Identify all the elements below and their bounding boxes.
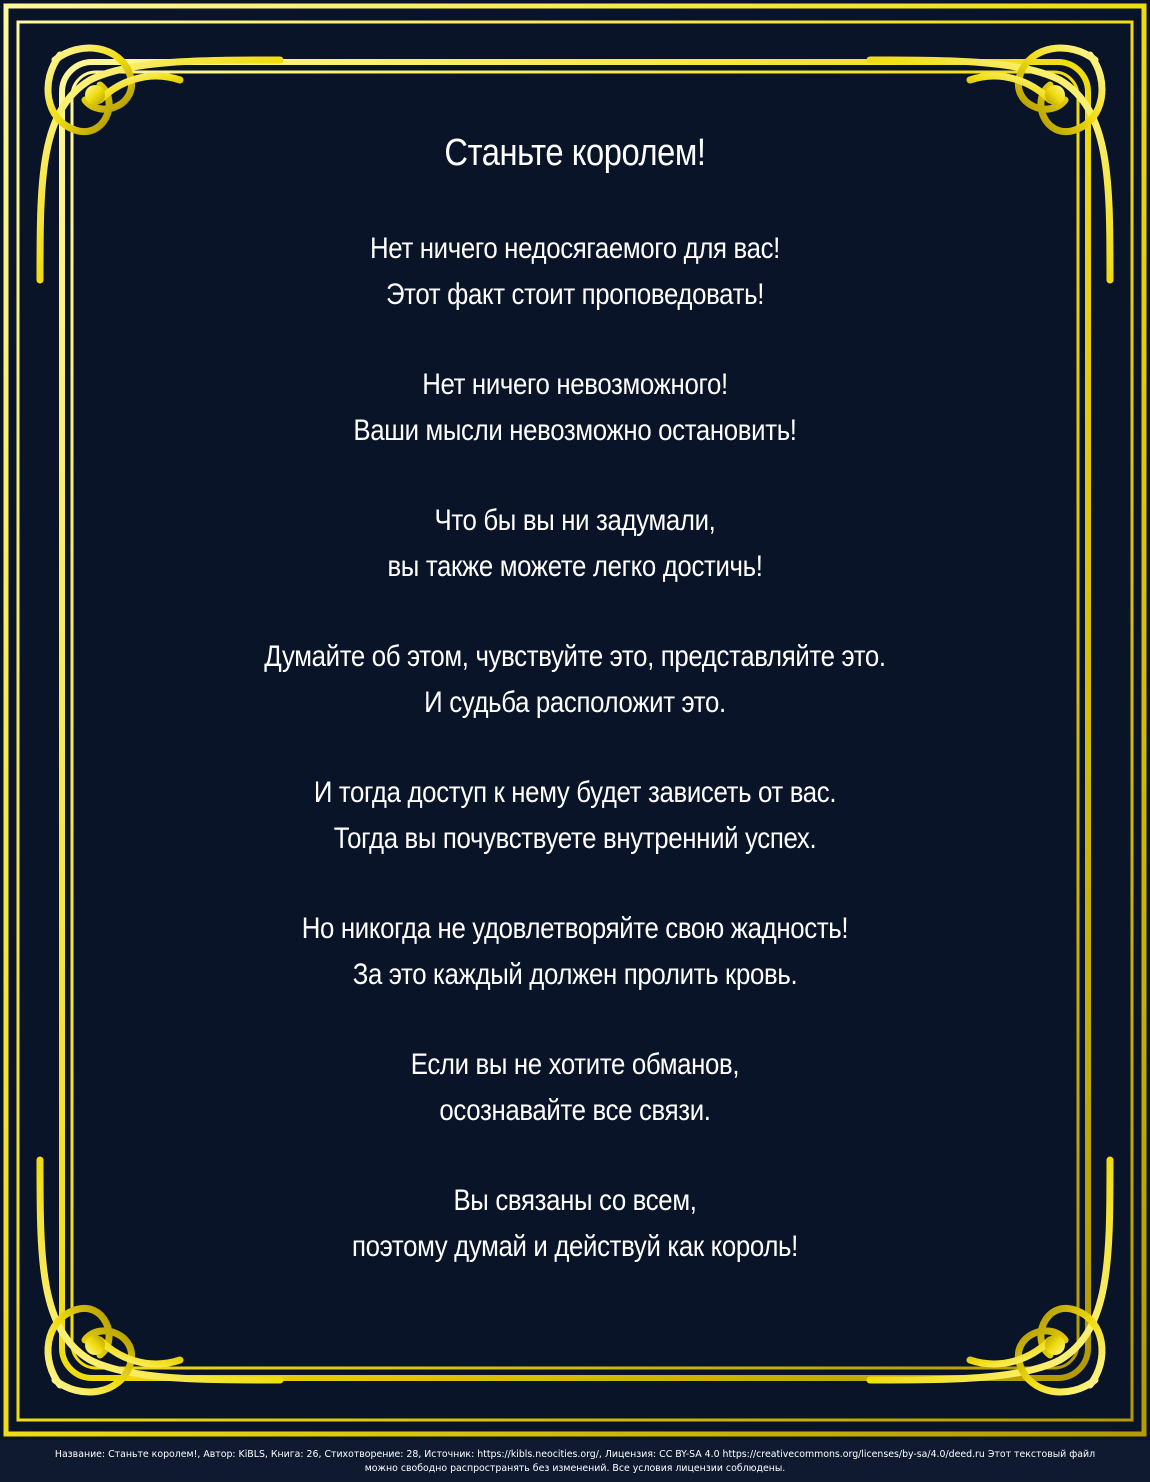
- stanza: [0, 634, 1150, 726]
- poem-line: И судьба расположит это.: [424, 686, 726, 719]
- stanza: [0, 906, 1150, 998]
- poem-line: Если вы не хотите обманов,: [410, 1048, 740, 1081]
- stanza: [0, 498, 1150, 590]
- stanza: [0, 226, 1150, 318]
- footer-line: Название: Станьте королем!, Автор: KiBLS, Книга: 26, Стихотворение: 28, Источник: https://kibls.neocities.org/, Лицензия: CC BY-SA 4.0 https://creativecommons.org/licenses/by-sa/4.0/deed.ru Этот текстовый файл: [54, 1449, 1096, 1460]
- poem-line: Этот факт стоит проповедовать!: [385, 278, 765, 311]
- poem-line: вы также можете легко достичь!: [387, 550, 763, 583]
- poem-line: За это каждый должен пролить кровь.: [352, 958, 798, 991]
- stanza: [0, 362, 1150, 454]
- poem-line: Ваши мысли невозможно остановить!: [353, 414, 797, 447]
- poem-line: И тогда доступ к нему будет зависеть от вас.: [313, 776, 837, 809]
- poem-title: Станьте королем!: [444, 132, 706, 174]
- poem-line: Что бы вы ни задумали,: [434, 504, 716, 537]
- stanza: [0, 1178, 1150, 1270]
- poem-line: поэтому думай и действуй как король!: [352, 1230, 798, 1263]
- poem-line: Тогда вы почувствуете внутренний успех.: [333, 822, 817, 855]
- poem-line: Нет ничего невозможного!: [422, 368, 728, 401]
- poem-line: осознавайте все связи.: [439, 1094, 711, 1127]
- stanza: [0, 1042, 1150, 1134]
- stanza: [0, 770, 1150, 862]
- poem-line: Но никогда не удовлетворяйте свою жадность!: [301, 912, 849, 945]
- poem-line: Нет ничего недосягаемого для вас!: [370, 232, 780, 265]
- footer-line: можно свободно распространять без изменений. Все условия лицензии соблюдены.: [364, 1463, 786, 1474]
- poem-line: Думайте об этом, чувствуйте это, представляйте это.: [264, 640, 886, 673]
- poem: [0, 128, 1150, 1314]
- poem-line: Вы связаны со всем,: [453, 1184, 697, 1217]
- license-footer: [0, 1440, 1150, 1482]
